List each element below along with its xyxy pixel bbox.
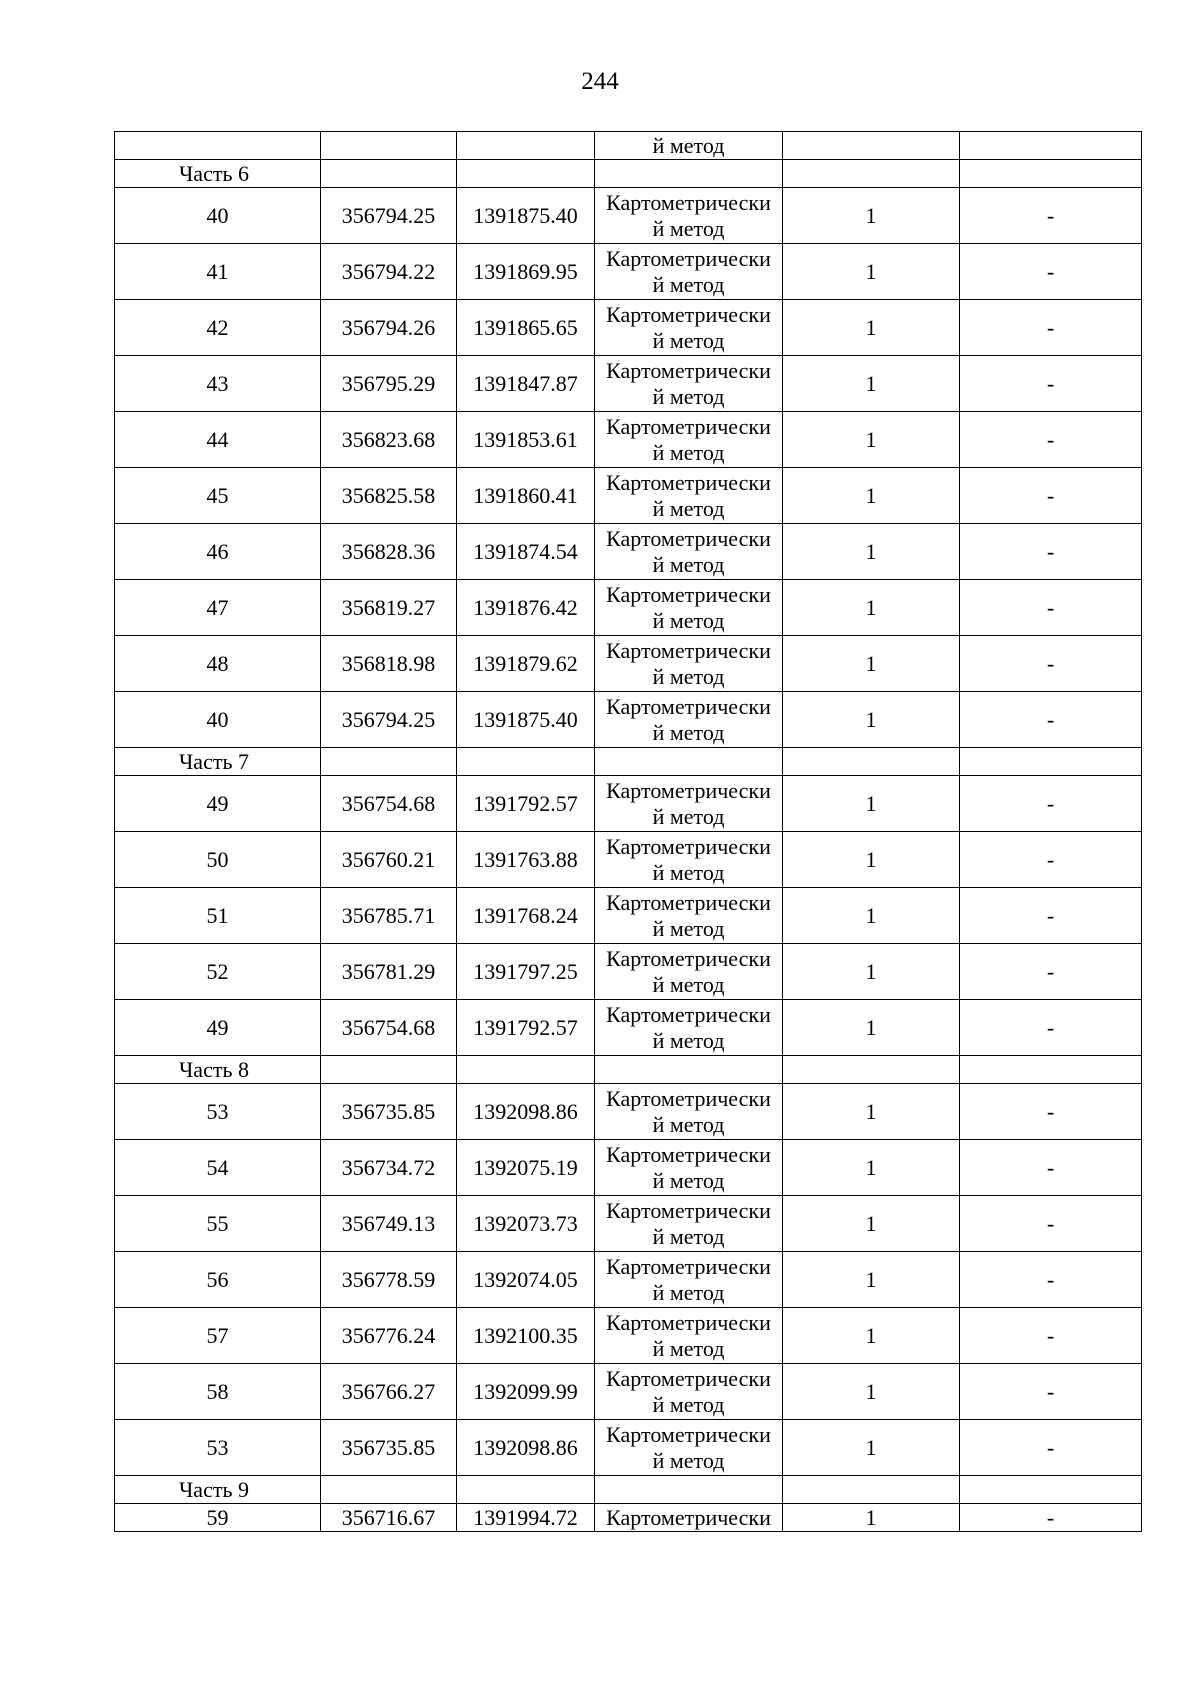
accuracy-cell: 1 (783, 524, 960, 580)
method-text: Картометрически й метод (606, 1253, 771, 1305)
accuracy-cell: 1 (783, 356, 960, 412)
y-coordinate-cell: 1391994.72 (457, 1504, 595, 1532)
x-coordinate-cell: 356734.72 (321, 1140, 457, 1196)
method-cell (595, 1140, 783, 1196)
method-text: Картометрически й метод (606, 357, 771, 409)
page-number: 244 (581, 68, 619, 95)
table-row (115, 1308, 1142, 1364)
table-row (115, 1364, 1142, 1420)
method-cell (595, 524, 783, 580)
method-text: Картометрически й метод (606, 1085, 771, 1137)
method-cell (595, 244, 783, 300)
table-cell (321, 1476, 457, 1504)
table-row (115, 1084, 1142, 1140)
note-cell: - (960, 832, 1142, 888)
table-row (115, 412, 1142, 468)
note-cell: - (960, 636, 1142, 692)
point-number-cell: 55 (115, 1196, 321, 1252)
point-number-cell: 52 (115, 944, 321, 1000)
method-cell (595, 1252, 783, 1308)
note-cell: - (960, 188, 1142, 244)
table-row (115, 524, 1142, 580)
table-row (115, 1420, 1142, 1476)
table-cell (457, 1056, 595, 1084)
x-coordinate-cell: 356828.36 (321, 524, 457, 580)
method-cell: й метод (595, 132, 783, 160)
x-coordinate-cell: 356794.26 (321, 300, 457, 356)
x-coordinate-cell: 356781.29 (321, 944, 457, 1000)
accuracy-cell: 1 (783, 580, 960, 636)
method-cell (595, 1504, 783, 1532)
point-number-cell: 56 (115, 1252, 321, 1308)
x-coordinate-cell: 356825.58 (321, 468, 457, 524)
method-text: Картометрически й метод (606, 1197, 771, 1249)
accuracy-cell: 1 (783, 692, 960, 748)
point-number-cell: 40 (115, 692, 321, 748)
point-number-cell: 47 (115, 580, 321, 636)
x-coordinate-cell: 356795.29 (321, 356, 457, 412)
point-number-cell: 58 (115, 1364, 321, 1420)
table-row (115, 1000, 1142, 1056)
x-coordinate-cell: 356735.85 (321, 1084, 457, 1140)
x-coordinate-cell: 356778.59 (321, 1252, 457, 1308)
y-coordinate-cell: 1392098.86 (457, 1420, 595, 1476)
table-cell (783, 160, 960, 188)
note-cell: - (960, 1196, 1142, 1252)
table-row (115, 832, 1142, 888)
table-row (115, 1504, 1142, 1532)
table-cell (783, 1476, 960, 1504)
method-text: Картометрически й метод (606, 889, 771, 941)
method-text: Картометрически й метод (606, 469, 771, 521)
note-cell: - (960, 1420, 1142, 1476)
y-coordinate-cell: 1392074.05 (457, 1252, 595, 1308)
x-coordinate-cell: 356794.22 (321, 244, 457, 300)
x-coordinate-cell: 356794.25 (321, 692, 457, 748)
table-row (115, 1140, 1142, 1196)
method-cell (595, 1084, 783, 1140)
point-number-cell: 41 (115, 244, 321, 300)
x-coordinate-cell: 356819.27 (321, 580, 457, 636)
x-coordinate-cell: 356766.27 (321, 1364, 457, 1420)
table-cell (960, 1056, 1142, 1084)
table-cell (115, 132, 321, 160)
accuracy-cell: 1 (783, 412, 960, 468)
note-cell: - (960, 776, 1142, 832)
table-cell (783, 132, 960, 160)
point-number-cell: 45 (115, 468, 321, 524)
method-cell (595, 1000, 783, 1056)
accuracy-cell: 1 (783, 1196, 960, 1252)
point-number-cell: 40 (115, 188, 321, 244)
table-row (115, 1252, 1142, 1308)
x-coordinate-cell: 356749.13 (321, 1196, 457, 1252)
y-coordinate-cell: 1391874.54 (457, 524, 595, 580)
method-text: Картометрически й метод (606, 581, 771, 633)
method-cell (595, 692, 783, 748)
x-coordinate-cell: 356735.85 (321, 1420, 457, 1476)
x-coordinate-cell: 356818.98 (321, 636, 457, 692)
method-cell (595, 1364, 783, 1420)
table-row (115, 356, 1142, 412)
table-cell (457, 132, 595, 160)
y-coordinate-cell: 1391853.61 (457, 412, 595, 468)
method-text: Картометрически й метод (606, 525, 771, 577)
note-cell: - (960, 1140, 1142, 1196)
section-label: Часть 8 (115, 1056, 321, 1084)
table-cell (960, 160, 1142, 188)
point-number-cell: 57 (115, 1308, 321, 1364)
y-coordinate-cell: 1391797.25 (457, 944, 595, 1000)
method-text: Картометрически й метод (606, 833, 771, 885)
x-coordinate-cell: 356754.68 (321, 776, 457, 832)
accuracy-cell: 1 (783, 1364, 960, 1420)
method-cell (595, 1196, 783, 1252)
method-cell (595, 356, 783, 412)
table-row (115, 300, 1142, 356)
note-cell: - (960, 524, 1142, 580)
accuracy-cell: 1 (783, 1252, 960, 1308)
note-cell: - (960, 468, 1142, 524)
table-cell (960, 1476, 1142, 1504)
x-coordinate-cell: 356716.67 (321, 1504, 457, 1532)
y-coordinate-cell: 1391876.42 (457, 580, 595, 636)
continuation-row (115, 132, 1142, 160)
method-text: Картометрически й метод (606, 1001, 771, 1053)
table-cell (595, 160, 783, 188)
point-number-cell: 43 (115, 356, 321, 412)
note-cell: - (960, 300, 1142, 356)
table-cell (960, 748, 1142, 776)
point-number-cell: 54 (115, 1140, 321, 1196)
y-coordinate-cell: 1391847.87 (457, 356, 595, 412)
coordinates-table (114, 131, 1142, 1532)
method-cell (595, 1420, 783, 1476)
note-cell: - (960, 1252, 1142, 1308)
table-row (115, 580, 1142, 636)
accuracy-cell: 1 (783, 1420, 960, 1476)
method-text: Картометрически й метод (606, 1421, 771, 1473)
table-cell (595, 1476, 783, 1504)
method-cell (595, 580, 783, 636)
x-coordinate-cell: 356785.71 (321, 888, 457, 944)
table-cell (960, 132, 1142, 160)
point-number-cell: 51 (115, 888, 321, 944)
table-cell (783, 748, 960, 776)
method-text: Картометрически (606, 1504, 771, 1530)
accuracy-cell: 1 (783, 1084, 960, 1140)
table-cell (321, 160, 457, 188)
x-coordinate-cell: 356760.21 (321, 832, 457, 888)
section-label: Часть 6 (115, 160, 321, 188)
method-text: Картометрически й метод (606, 1309, 771, 1361)
method-cell (595, 832, 783, 888)
section-label: Часть 9 (115, 1476, 321, 1504)
accuracy-cell: 1 (783, 1140, 960, 1196)
note-cell: - (960, 1504, 1142, 1532)
note-cell: - (960, 580, 1142, 636)
table-cell (321, 1056, 457, 1084)
section-row (115, 160, 1142, 188)
point-number-cell: 46 (115, 524, 321, 580)
point-number-cell: 42 (115, 300, 321, 356)
y-coordinate-cell: 1392073.73 (457, 1196, 595, 1252)
y-coordinate-cell: 1391879.62 (457, 636, 595, 692)
y-coordinate-cell: 1391875.40 (457, 692, 595, 748)
x-coordinate-cell: 356754.68 (321, 1000, 457, 1056)
x-coordinate-cell: 356776.24 (321, 1308, 457, 1364)
point-number-cell: 53 (115, 1420, 321, 1476)
table-cell (457, 160, 595, 188)
note-cell: - (960, 944, 1142, 1000)
note-cell: - (960, 356, 1142, 412)
table-row (115, 692, 1142, 748)
table-row (115, 888, 1142, 944)
method-cell (595, 468, 783, 524)
table-cell (457, 1476, 595, 1504)
note-cell: - (960, 244, 1142, 300)
method-cell (595, 636, 783, 692)
method-text: Картометрически й метод (606, 413, 771, 465)
y-coordinate-cell: 1391869.95 (457, 244, 595, 300)
x-coordinate-cell: 356794.25 (321, 188, 457, 244)
accuracy-cell: 1 (783, 1000, 960, 1056)
point-number-cell: 53 (115, 1084, 321, 1140)
note-cell: - (960, 692, 1142, 748)
note-cell: - (960, 1000, 1142, 1056)
y-coordinate-cell: 1391792.57 (457, 776, 595, 832)
table-cell (595, 748, 783, 776)
table-cell (457, 748, 595, 776)
method-cell (595, 1308, 783, 1364)
note-cell: - (960, 412, 1142, 468)
y-coordinate-cell: 1392099.99 (457, 1364, 595, 1420)
point-number-cell: 49 (115, 1000, 321, 1056)
table-row (115, 188, 1142, 244)
point-number-cell: 49 (115, 776, 321, 832)
method-text: Картометрически й метод (606, 945, 771, 997)
point-number-cell: 48 (115, 636, 321, 692)
table-row (115, 1196, 1142, 1252)
note-cell: - (960, 1364, 1142, 1420)
method-cell (595, 188, 783, 244)
table-row (115, 468, 1142, 524)
point-number-cell: 50 (115, 832, 321, 888)
accuracy-cell: 1 (783, 776, 960, 832)
accuracy-cell: 1 (783, 1308, 960, 1364)
accuracy-cell: 1 (783, 188, 960, 244)
accuracy-cell: 1 (783, 244, 960, 300)
y-coordinate-cell: 1392098.86 (457, 1084, 595, 1140)
table-cell (783, 1056, 960, 1084)
method-text: Картометрически й метод (606, 637, 771, 689)
point-number-cell: 44 (115, 412, 321, 468)
accuracy-cell: 1 (783, 636, 960, 692)
y-coordinate-cell: 1391768.24 (457, 888, 595, 944)
y-coordinate-cell: 1391763.88 (457, 832, 595, 888)
accuracy-cell: 1 (783, 300, 960, 356)
y-coordinate-cell: 1392075.19 (457, 1140, 595, 1196)
method-text: Картометрически й метод (606, 693, 771, 745)
table-cell (595, 1056, 783, 1084)
point-number-cell: 59 (115, 1504, 321, 1532)
method-text: Картометрически й метод (606, 245, 771, 297)
table-row (115, 944, 1142, 1000)
note-cell: - (960, 1308, 1142, 1364)
method-cell (595, 888, 783, 944)
y-coordinate-cell: 1391792.57 (457, 1000, 595, 1056)
method-text: Картометрически й метод (606, 189, 771, 241)
method-text: Картометрически й метод (606, 301, 771, 353)
y-coordinate-cell: 1392100.35 (457, 1308, 595, 1364)
method-cell (595, 412, 783, 468)
method-text: Картометрически й метод (606, 1141, 771, 1193)
accuracy-cell: 1 (783, 1504, 960, 1532)
y-coordinate-cell: 1391860.41 (457, 468, 595, 524)
table-cell (321, 132, 457, 160)
table-cell (321, 748, 457, 776)
method-cell (595, 300, 783, 356)
table-row (115, 636, 1142, 692)
section-label: Часть 7 (115, 748, 321, 776)
section-row (115, 1476, 1142, 1504)
accuracy-cell: 1 (783, 944, 960, 1000)
section-row (115, 748, 1142, 776)
accuracy-cell: 1 (783, 832, 960, 888)
section-row (115, 1056, 1142, 1084)
method-text: Картометрически й метод (606, 1365, 771, 1417)
accuracy-cell: 1 (783, 888, 960, 944)
table-row (115, 776, 1142, 832)
y-coordinate-cell: 1391875.40 (457, 188, 595, 244)
table-body (115, 132, 1142, 1532)
method-cell (595, 944, 783, 1000)
table-row (115, 244, 1142, 300)
method-text: Картометрически й метод (606, 777, 771, 829)
x-coordinate-cell: 356823.68 (321, 412, 457, 468)
accuracy-cell: 1 (783, 468, 960, 524)
method-cell (595, 776, 783, 832)
y-coordinate-cell: 1391865.65 (457, 300, 595, 356)
note-cell: - (960, 888, 1142, 944)
note-cell: - (960, 1084, 1142, 1140)
